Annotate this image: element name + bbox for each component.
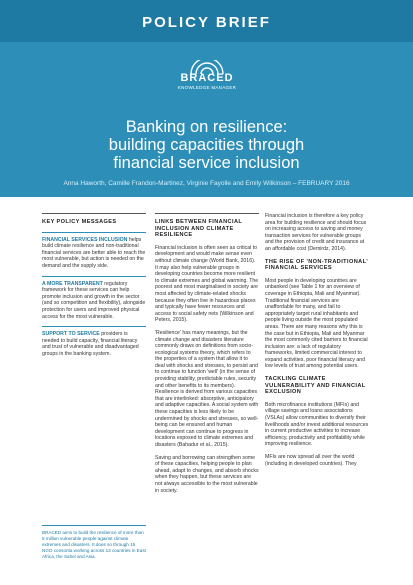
section-heading: THE RISE OF 'NON-TRADITIONAL' FINANCIAL SERVICES (265, 258, 369, 272)
title-line-3: financial service inclusion (113, 154, 300, 172)
column-rule (155, 213, 259, 214)
column-rule (42, 213, 146, 214)
divider (42, 326, 146, 327)
key-message-3: SUPPORT TO SERVICE providers is needed to build capacity, financial literacy and trust of vulnerable and disadvantaged groups in the banking system. (42, 331, 139, 357)
key-messages-heading: KEY POLICY MESSAGES (42, 219, 117, 225)
title-line-2: building capacities through (108, 136, 305, 154)
paragraph: Financial inclusion is therefore a key policy area for building resilience and should focus on increasing access to saving and money transaction services for vulnerable groups and the provision of credit and insurance at an affordable cost (Demirdz, 2014). (265, 213, 367, 252)
key-message-2: A MORE TRANSPARENT regulatory framework for these services can help promote inclusion and growth in the sector (and so competition and flexibility), alongside protection for users and improved physical access for the most vulnerable. (42, 280, 146, 320)
column-services (265, 213, 369, 473)
divider (42, 276, 146, 277)
document-title (0, 118, 413, 172)
paragraph: 'Resilience' has many meanings, but the climate change and disasters literature commonly draws on definitions from socio-ecological systems theory, which refers to the properties of a system that allow it to deal with shocks and stresses, to persist and to continue to function 'well' (in the sense of providing stability, predictable rules, security and other benefits to its members). Resilience is derived from various capacities that are interlinked: absorptive, anticipatory and adaptive capacities. A social system with these capacities is less likely to be undermined by shocks and stresses, so well-being can be ensured and human development can continue to progress in locations exposed to climate extremes and disasters (Bahadur et al., 2015). (155, 329, 259, 448)
logo-text: BRACED (180, 72, 234, 84)
paragraph: Both microfinance institutions (MFIs) and village savings and loans associations (VSLAs) allow communities to diversify their livelihoods and/or invest additional resources in current productive activities to increase efficiency, productivity and profitability while improving resilience. (265, 401, 369, 448)
policy-brief-label: POLICY BRIEF (142, 14, 271, 31)
key-message-1: FINANCIAL SERVICES INCLUSION helps build climate resilience and non-traditional financial services are better able to reach the most vulnerable, but action is needed on the demand and the supply side. (42, 236, 146, 269)
paragraph: Most people in developing countries are unbanked (see Table 1 for an overview of coverage in Ethiopia, Mali and Myanmar). Traditional financial services are unaffordable for many, and fail to appropriately target rural inhabitants and people living outside the most populated areas. There are many reasons why this is the case but in Ethiopia, Mali and Myanmar the most commonly cited barriers to financial inclusion are: a lack of regulatory frameworks, limited commercial interest to expand activities, poor financial literacy and low levels of trust among potential users. (265, 277, 368, 370)
section-heading: LINKS BETWEEN FINANCIAL INCLUSION AND CLIMATE RESILIENCE (155, 219, 243, 239)
divider (42, 232, 146, 233)
braced-note: BRACED aims to build the resilience of more than 5 million vulnerable people against climate extremes and disasters. It does so through 15 NGO consortia working across 13 countries in East Africa, the Sahel and Asia. (42, 525, 146, 560)
authors-line: Anna Haworth, Camille Frandon-Martinez, Virginie Fayolle and Emily Wilkinson – FEBRUARY 2016 (63, 180, 350, 187)
column-links (155, 213, 259, 500)
section-heading: TACKLING CLIMATE VULNERABILITY AND FINANCIAL EXCLUSION (265, 376, 366, 396)
paragraph: Financial inclusion is often seen as critical to development and would make sense even without climate change (World Bank, 2016). It may also help vulnerable groups in developing countries become more resilient to climate extremes and global warming. The poorest and most marginalised in society are most affected by climate-related shocks because they often live in hazardous places and typically have fewer resources and access to social safety nets (Wilkinson and Peters, 2015). (155, 244, 259, 324)
title-line-1: Banking on resilience: (125, 118, 288, 136)
logo-subtext: KNOWLEDGE MANAGER (177, 85, 237, 90)
column-key-messages (42, 213, 146, 364)
paragraph: MFIs are now spread all over the world (including in developed countries). They (265, 454, 357, 467)
paragraph: Saving and borrowing can strengthen some of these capacities, helping people to plan ahead, adapt to changes, and absorb shocks when they happen, but these services are not always accessible to the most vulnerable in society. (155, 454, 259, 494)
braced-logo (176, 60, 238, 90)
